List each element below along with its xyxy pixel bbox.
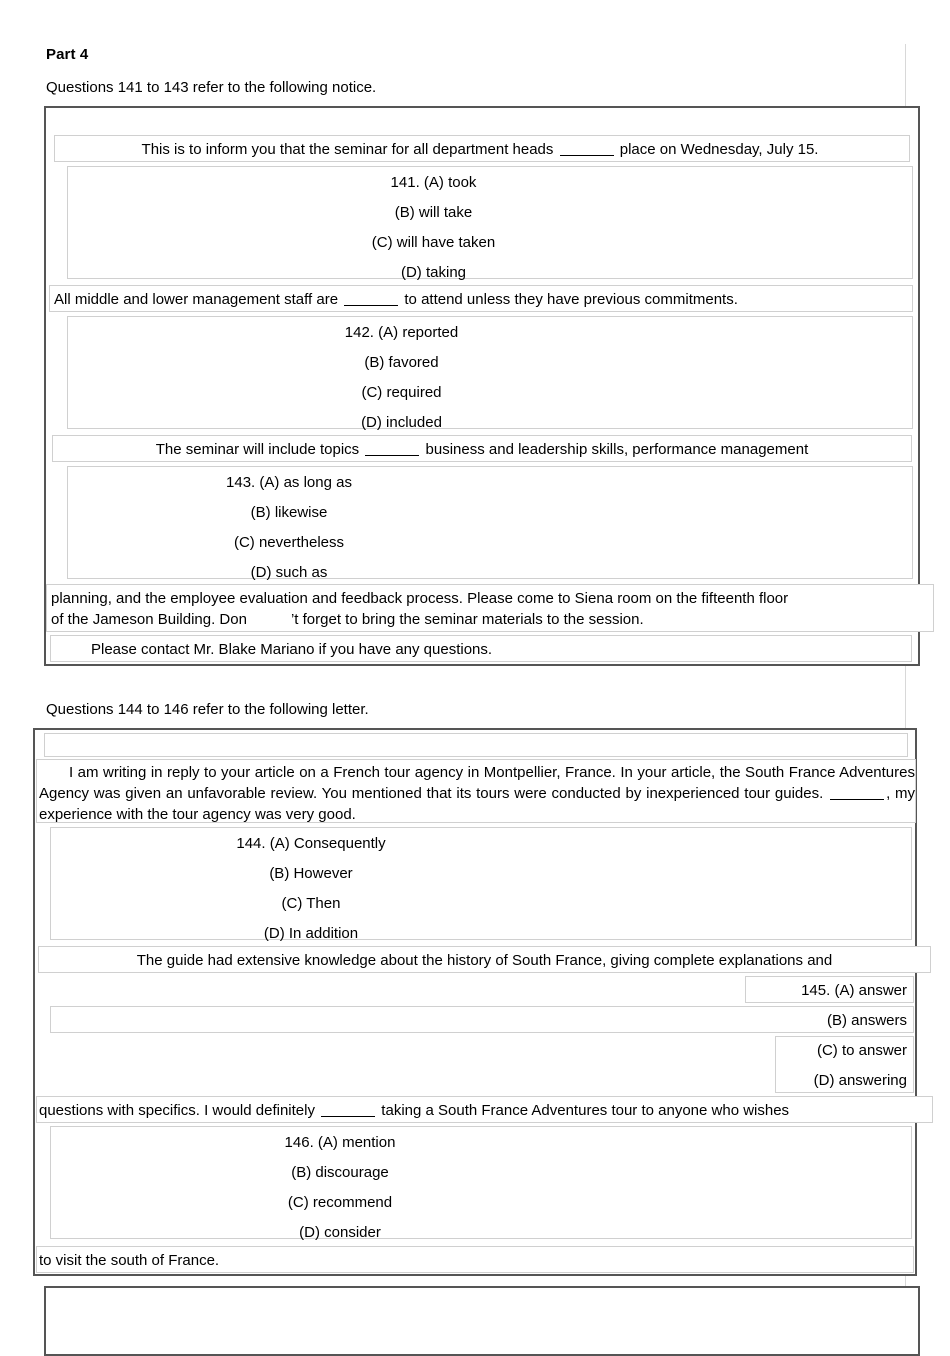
passage2-line-3 bbox=[36, 1096, 933, 1123]
option-144-a-label: (A) Consequently bbox=[269, 835, 386, 852]
option-141-b-label: (B) will take bbox=[394, 204, 473, 221]
option-142-a-label: (A) reported bbox=[378, 324, 459, 341]
option-142-b-label: (B) favored bbox=[364, 354, 439, 371]
option-144-b[interactable] bbox=[51, 854, 911, 884]
option-142-d[interactable] bbox=[68, 403, 912, 433]
option-146-d-label: (D) consider bbox=[299, 1224, 381, 1241]
option-146-a-label: (A) mention bbox=[317, 1134, 396, 1151]
question-146-options bbox=[50, 1126, 912, 1239]
option-142-c-label: (C) required bbox=[361, 384, 442, 401]
option-143-c-label: (C) nevertheless bbox=[233, 534, 345, 551]
option-144-b-label: (B) However bbox=[269, 865, 353, 882]
option-145-a-label: (A) answer bbox=[834, 982, 907, 999]
question-143-options bbox=[67, 466, 913, 579]
passage1-paragraph-closing bbox=[46, 584, 934, 632]
option-143-d-label: (D) such as bbox=[250, 564, 328, 581]
option-145-d-label: (D) answering bbox=[813, 1072, 907, 1089]
option-145-a[interactable] bbox=[745, 976, 914, 1003]
option-142-d-label: (D) included bbox=[361, 414, 442, 431]
option-141-c-label: (C) will have taken bbox=[371, 234, 496, 251]
instruction-questions-144-146: Questions 144 to 146 refer to the following letter. bbox=[46, 701, 369, 718]
question-141-number: 141. bbox=[390, 174, 420, 191]
option-144-d[interactable] bbox=[51, 914, 911, 944]
option-146-b[interactable] bbox=[51, 1153, 911, 1183]
option-144-d-label: (D) In addition bbox=[263, 925, 359, 942]
option-145-c[interactable] bbox=[776, 1040, 907, 1061]
passage1-line-4-text-b: of the Jameson Building. Don bbox=[51, 611, 247, 628]
option-146-d[interactable] bbox=[51, 1213, 911, 1243]
option-145-c-label: (C) to answer bbox=[816, 1042, 907, 1059]
passage2-line-2 bbox=[38, 946, 931, 973]
passage1-line-5 bbox=[50, 635, 912, 662]
passage2-body-text-a: I am writing in reply to your article on a French tour agency in Montpellier, France. In your article, the South France Adventures Agency was given an unfavorable review. You mentioned that its tours were conducted by inexperienced tour guides. bbox=[39, 764, 915, 802]
passage2-line-3-text-a: questions with specifics. I would definitely bbox=[39, 1102, 320, 1119]
option-146-c-label: (C) recommend bbox=[287, 1194, 393, 1211]
option-141-a[interactable] bbox=[68, 172, 912, 193]
blank-146 bbox=[321, 1116, 375, 1117]
question-141-options bbox=[67, 166, 913, 279]
option-141-d-label: (D) taking bbox=[400, 264, 467, 281]
passage1-line-1-text-a: This is to inform you that the seminar for all department heads bbox=[141, 141, 558, 158]
option-146-b-label: (B) discourage bbox=[291, 1164, 389, 1181]
option-144-c[interactable] bbox=[51, 884, 911, 914]
blank-141 bbox=[560, 155, 614, 156]
passage2-empty-line bbox=[44, 733, 908, 757]
passage1-line-1-text-b: place on Wednesday, July 15. bbox=[615, 141, 819, 158]
passage1-line-2-text-b: to attend unless they have previous commitments. bbox=[400, 291, 738, 308]
option-146-a[interactable] bbox=[51, 1132, 911, 1153]
passage1-line-1 bbox=[54, 135, 910, 162]
option-145-b-label: (B) answers bbox=[826, 1012, 907, 1029]
blank-142 bbox=[344, 305, 398, 306]
question-144-options bbox=[50, 827, 912, 940]
option-146-c[interactable] bbox=[51, 1183, 911, 1213]
option-143-a[interactable] bbox=[68, 472, 912, 493]
option-143-a-label: (A) as long as bbox=[259, 474, 352, 491]
option-143-b-label: (B) likewise bbox=[250, 504, 328, 521]
page-rule-right-mid bbox=[905, 666, 906, 728]
options-145-cd bbox=[775, 1036, 914, 1093]
blank-144 bbox=[830, 799, 884, 800]
option-145-d[interactable] bbox=[776, 1061, 907, 1091]
passage1-line-2-text-a: All middle and lower management staff are bbox=[54, 291, 343, 308]
question-142-options bbox=[67, 316, 913, 429]
question-145-number: 145. bbox=[801, 982, 831, 999]
option-142-a[interactable] bbox=[68, 322, 912, 343]
question-144-number: 144. bbox=[236, 835, 266, 852]
passage2-line-4-text: to visit the south of France. bbox=[39, 1252, 220, 1269]
option-141-d[interactable] bbox=[68, 253, 912, 283]
passage1-line-5-text: Please contact Mr. Blake Mariano if you have any questions. bbox=[91, 641, 493, 658]
instruction-questions-141-143: Questions 141 to 143 refer to the following notice. bbox=[46, 79, 377, 96]
option-143-b[interactable] bbox=[68, 493, 912, 523]
option-141-c[interactable] bbox=[68, 223, 912, 253]
option-142-c[interactable] bbox=[68, 373, 912, 403]
option-144-a[interactable] bbox=[51, 833, 911, 854]
option-142-b[interactable] bbox=[68, 343, 912, 373]
option-143-d[interactable] bbox=[68, 553, 912, 583]
passage2-line-4 bbox=[36, 1246, 914, 1273]
passage1-line-3-text-a: The seminar will include topics bbox=[155, 441, 364, 458]
passage1-line-4-text-d: t forget to bring the seminar materials to the session. bbox=[294, 611, 644, 628]
passage-next-frame-partial bbox=[44, 1286, 920, 1356]
blank-143 bbox=[365, 455, 419, 456]
passage1-line-3-text-b: business and leadership skills, performance management bbox=[421, 441, 809, 458]
passage2-line-2-text: The guide had extensive knowledge about the history of South France, giving complete explanations and bbox=[136, 952, 833, 969]
passage1-line-3 bbox=[52, 435, 912, 462]
option-141-a-label: (A) took bbox=[423, 174, 477, 191]
page-rule-right-top bbox=[905, 44, 906, 106]
question-146-number: 146. bbox=[284, 1134, 314, 1151]
passage2-line-3-text-b: taking a South France Adventures tour to anyone who wishes bbox=[377, 1102, 790, 1119]
option-144-c-label: (C) Then bbox=[281, 895, 341, 912]
option-145-b[interactable] bbox=[50, 1006, 914, 1033]
question-143-number: 143. bbox=[226, 474, 256, 491]
passage1-apostrophe: ’ bbox=[290, 611, 295, 628]
passage1-line-4-text-a: planning, and the employee evaluation and feedback process. Please come to Siena room on the fifteenth floor bbox=[51, 590, 789, 607]
passage1-line-2 bbox=[49, 285, 913, 312]
option-143-c[interactable] bbox=[68, 523, 912, 553]
passage2-paragraph-opening bbox=[36, 759, 916, 823]
question-142-number: 142. bbox=[344, 324, 374, 341]
option-141-b[interactable] bbox=[68, 193, 912, 223]
passage2-body-text-b: , my experience with the tour agency was very good. bbox=[39, 785, 915, 823]
page-title: Part 4 bbox=[46, 46, 89, 63]
